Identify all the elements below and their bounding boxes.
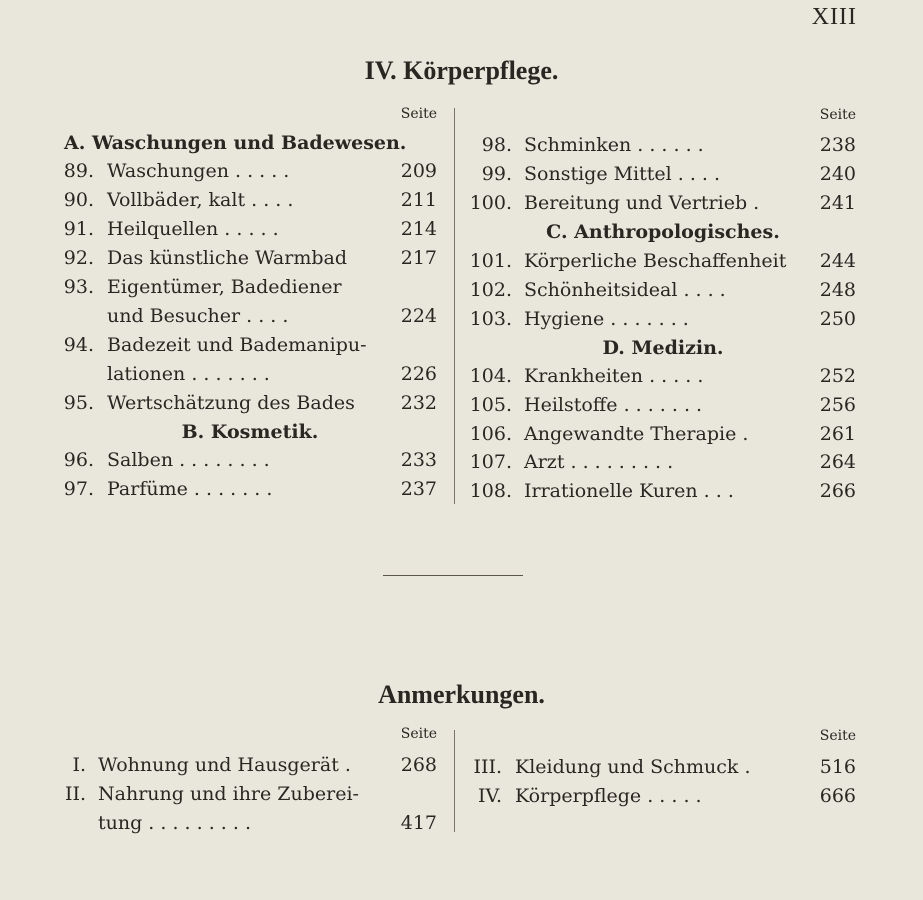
- entry-number: 94.: [63, 334, 94, 356]
- entry-page: 244: [819, 250, 856, 272]
- entry-number: III.: [473, 756, 502, 778]
- section-separator: [383, 575, 523, 576]
- entry-page: 266: [819, 480, 856, 502]
- entry-title: Wertschätzung des Bades: [107, 392, 355, 414]
- entry-page: 232: [400, 392, 437, 414]
- entry-page: 209: [400, 160, 437, 182]
- entry-title: Eigentümer, Badediener: [107, 276, 342, 298]
- column-divider: [454, 108, 455, 504]
- entry-page: 250: [819, 308, 856, 330]
- entry-page: 252: [819, 365, 856, 387]
- entry-number: 98.: [481, 134, 512, 156]
- entry-title: Angewandte Therapie .: [524, 423, 749, 445]
- notes-column-divider: [454, 730, 455, 832]
- entry-title: lationen . . . . . . .: [107, 363, 270, 385]
- seite-label-notes-left: Seite: [400, 726, 437, 742]
- entry-number: 96.: [63, 449, 94, 471]
- entry-number: 108.: [469, 480, 512, 502]
- left-column: [60, 100, 440, 510]
- entry-title: Körperliche Beschaffenheit: [524, 250, 787, 272]
- notes-right-column: [468, 722, 858, 842]
- section-title: IV. Körperpflege.: [364, 56, 559, 85]
- entry-number: 104.: [469, 365, 512, 387]
- entry-page: 237: [400, 478, 437, 500]
- subsection-a-heading: A. Waschungen und Badewesen.: [64, 132, 407, 154]
- entry-page: 214: [400, 218, 437, 240]
- entry-page: 417: [400, 812, 437, 834]
- entry-number: 103.: [469, 308, 512, 330]
- entry-page: 248: [819, 279, 856, 301]
- entry-title: Das künstliche Warmbad: [107, 247, 347, 269]
- entry-title: Vollbäder, kalt . . . .: [107, 189, 294, 211]
- entry-number: 93.: [63, 276, 94, 298]
- entry-title: Körperpflege . . . . .: [515, 785, 702, 807]
- entry-page: 226: [400, 363, 437, 385]
- entry-page: 241: [819, 192, 856, 214]
- subsection-d-heading: D. Medizin.: [602, 337, 724, 359]
- entry-number: 105.: [469, 394, 512, 416]
- entry-title: Bereitung und Vertrieb .: [524, 192, 760, 214]
- notes-left-column: [60, 722, 440, 842]
- entry-page: 224: [400, 305, 437, 327]
- entry-number: II.: [64, 783, 86, 805]
- seite-label-right: Seite: [819, 107, 856, 123]
- seite-label-notes-right: Seite: [819, 728, 856, 744]
- entry-number: 91.: [63, 218, 94, 240]
- entry-number: 97.: [63, 478, 94, 500]
- entry-title: Irrationelle Kuren . . .: [524, 480, 734, 502]
- entry-number: 102.: [469, 279, 512, 301]
- entry-title: tung . . . . . . . . .: [98, 812, 251, 834]
- entry-title: Wohnung und Hausgerät .: [98, 754, 351, 776]
- subsection-c-heading: C. Anthropologisches.: [546, 221, 780, 243]
- entry-number: 89.: [63, 160, 94, 182]
- entry-title: Heilstoffe . . . . . . .: [524, 394, 703, 416]
- page-number: XIII: [811, 4, 857, 30]
- entry-number: 107.: [469, 451, 512, 473]
- entry-title: Badezeit und Bademanipu-: [107, 334, 367, 356]
- entry-title: und Besucher . . . .: [107, 305, 289, 327]
- entry-title: Salben . . . . . . . .: [107, 449, 270, 471]
- entry-number: 99.: [481, 163, 512, 185]
- entry-page: 666: [819, 785, 856, 807]
- entry-title: Arzt . . . . . . . . .: [524, 451, 674, 473]
- entry-title: Heilquellen . . . . .: [107, 218, 279, 240]
- entry-number: 100.: [469, 192, 512, 214]
- entry-page: 233: [400, 449, 437, 471]
- entry-page: 238: [819, 134, 856, 156]
- entry-number: 92.: [63, 247, 94, 269]
- entry-number: IV.: [478, 785, 502, 807]
- entry-title: Schönheitsideal . . . .: [524, 279, 726, 301]
- entry-page: 264: [819, 451, 856, 473]
- entry-title: Sonstige Mittel . . . .: [524, 163, 721, 185]
- entry-title: Krankheiten . . . . .: [524, 365, 704, 387]
- entry-page: 516: [819, 756, 856, 778]
- entry-title: Waschungen . . . . .: [107, 160, 290, 182]
- entry-number: 95.: [63, 392, 94, 414]
- seite-label-left: Seite: [400, 106, 437, 122]
- entry-page: 240: [819, 163, 856, 185]
- entry-page: 217: [400, 247, 437, 269]
- entry-page: [390, 273, 437, 302]
- subsection-b-heading: B. Kosmetik.: [181, 421, 319, 443]
- entry-number: 101.: [469, 250, 512, 272]
- notes-title: Anmerkungen.: [378, 680, 545, 709]
- entry-title: Hygiene . . . . . . .: [524, 308, 689, 330]
- entry-page: 211: [400, 189, 437, 211]
- entry-title: Parfüme . . . . . . .: [107, 478, 273, 500]
- entry-page: 256: [819, 394, 856, 416]
- entry-number: I.: [72, 754, 86, 776]
- entry-title: Schminken . . . . . .: [524, 134, 704, 156]
- entry-title: Nahrung und ihre Zuberei-: [98, 783, 359, 805]
- entry-page: 261: [819, 423, 856, 445]
- entry-title: Kleidung und Schmuck .: [515, 756, 751, 778]
- entry-number: 90.: [63, 189, 94, 211]
- right-column: [468, 100, 858, 510]
- entry-page: 268: [400, 754, 437, 776]
- entry-number: 106.: [469, 423, 512, 445]
